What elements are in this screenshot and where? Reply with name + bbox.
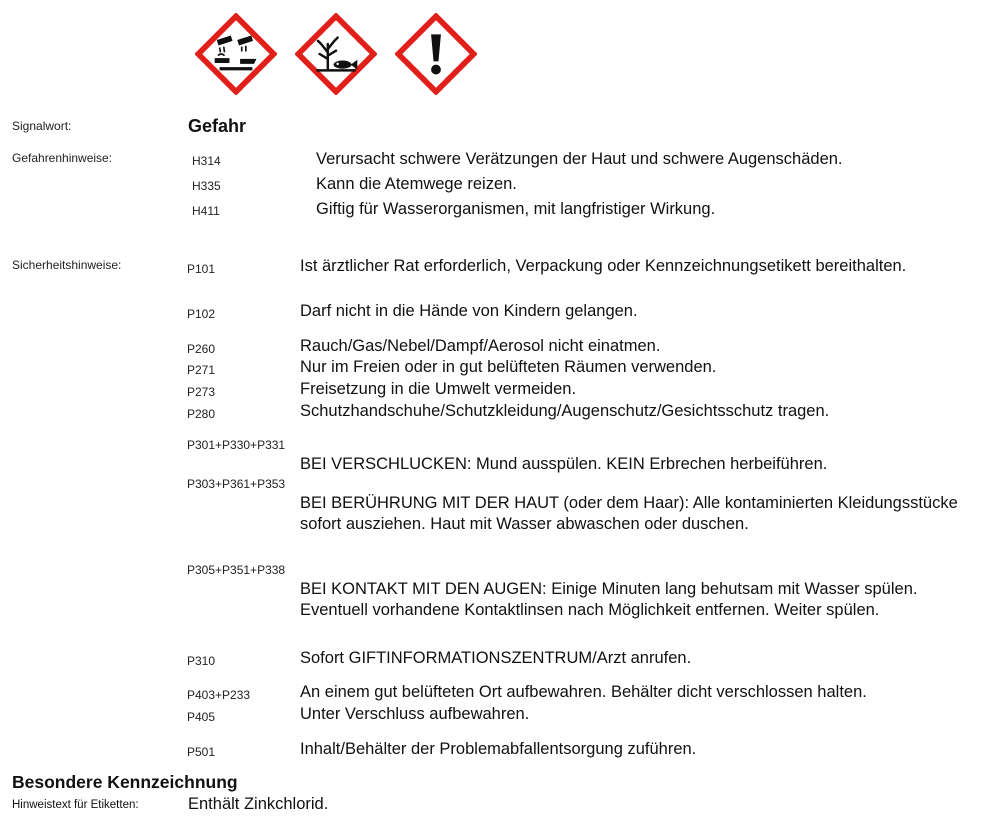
- ghs07-exclamation-icon: [395, 13, 477, 95]
- hazard-code: H335: [192, 179, 221, 193]
- hazard-code: H411: [192, 204, 220, 218]
- precaution-code: P501: [187, 745, 216, 759]
- precaution-text: Sofort GIFTINFORMATIONSZENTRUM/Arzt anrufen.: [300, 649, 692, 667]
- ghs09-environment-icon: [295, 13, 377, 95]
- precaution-text: Darf nicht in die Hände von Kindern gelangen.: [300, 302, 638, 320]
- precaution-text: Rauch/Gas/Nebel/Dampf/Aerosol nicht einatmen.: [300, 337, 661, 355]
- precaution-text: Freisetzung in die Umwelt vermeiden.: [300, 380, 577, 398]
- hazard-text: Verursacht schwere Verätzungen der Haut und schwere Augenschäden.: [316, 150, 843, 168]
- precaution-text: An einem gut belüfteten Ort aufbewahren. Behälter dicht verschlossen halten.: [300, 683, 867, 701]
- precaution-code: P271: [187, 363, 216, 377]
- environment-pictogram: [295, 13, 377, 95]
- label-hint-label: Hinweistext für Etiketten:: [12, 799, 139, 811]
- precaution-code: P303+P361+P353: [187, 477, 286, 491]
- precaution-text: Nur im Freien oder in gut belüfteten Räumen verwenden.: [300, 358, 717, 376]
- hazard-statements-label: Gefahrenhinweise:: [12, 151, 113, 165]
- precaution-code: P260: [187, 342, 216, 356]
- precaution-code: P310: [187, 654, 216, 668]
- precaution-text: BEI BERÜHRUNG MIT DER HAUT (oder dem Haar): Alle kontaminierten Kleidungsstücke sofort ausziehen. Haut mit Wasser abwaschen oder duschen.: [300, 494, 958, 533]
- hazard-code: H314: [192, 154, 221, 168]
- precaution-text: Unter Verschluss aufbewahren.: [300, 705, 530, 723]
- label-hint-text: Enthält Zinkchlorid.: [188, 795, 329, 813]
- precaution-text: Schutzhandschuhe/Schutzkleidung/Augenschutz/Gesichtsschutz tragen.: [300, 402, 830, 420]
- precaution-code: P101: [187, 262, 216, 276]
- special-labelling-heading: Besondere Kennzeichnung: [12, 772, 238, 792]
- precaution-code: P102: [187, 307, 216, 321]
- corrosion-pictogram: [195, 13, 277, 95]
- signal-word-label: Signalwort:: [12, 119, 72, 133]
- precaution-code: P301+P330+P331: [187, 438, 286, 452]
- ghs05-corrosion-icon: [195, 13, 277, 95]
- precaution-code: P405: [187, 710, 216, 724]
- precautionary-statements-label: Sicherheitshinweise:: [12, 258, 122, 272]
- precaution-text: BEI KONTAKT MIT DEN AUGEN: Einige Minuten lang behutsam mit Wasser spülen. Eventuell vorhandene Kontaktlinsen nach Möglichkeit entfernen. Weiter spülen.: [300, 580, 918, 619]
- precaution-code: P305+P351+P338: [187, 563, 286, 577]
- precaution-text: Inhalt/Behälter der Problemabfallentsorgung zuführen.: [300, 740, 697, 758]
- hazard-text: Kann die Atemwege reizen.: [316, 175, 517, 193]
- precaution-code: P273: [187, 385, 216, 399]
- precaution-text: BEI VERSCHLUCKEN: Mund ausspülen. KEIN Erbrechen herbeiführen.: [300, 455, 828, 473]
- exclamation-pictogram: [395, 13, 477, 95]
- precaution-text: Ist ärztlicher Rat erforderlich, Verpackung oder Kennzeichnungsetikett bereithalten.: [300, 257, 907, 275]
- precaution-code: P403+P233: [187, 688, 251, 702]
- signal-word: Gefahr: [188, 116, 247, 136]
- hazard-text: Giftig für Wasserorganismen, mit langfristiger Wirkung.: [316, 200, 716, 218]
- precaution-code: P280: [187, 407, 216, 421]
